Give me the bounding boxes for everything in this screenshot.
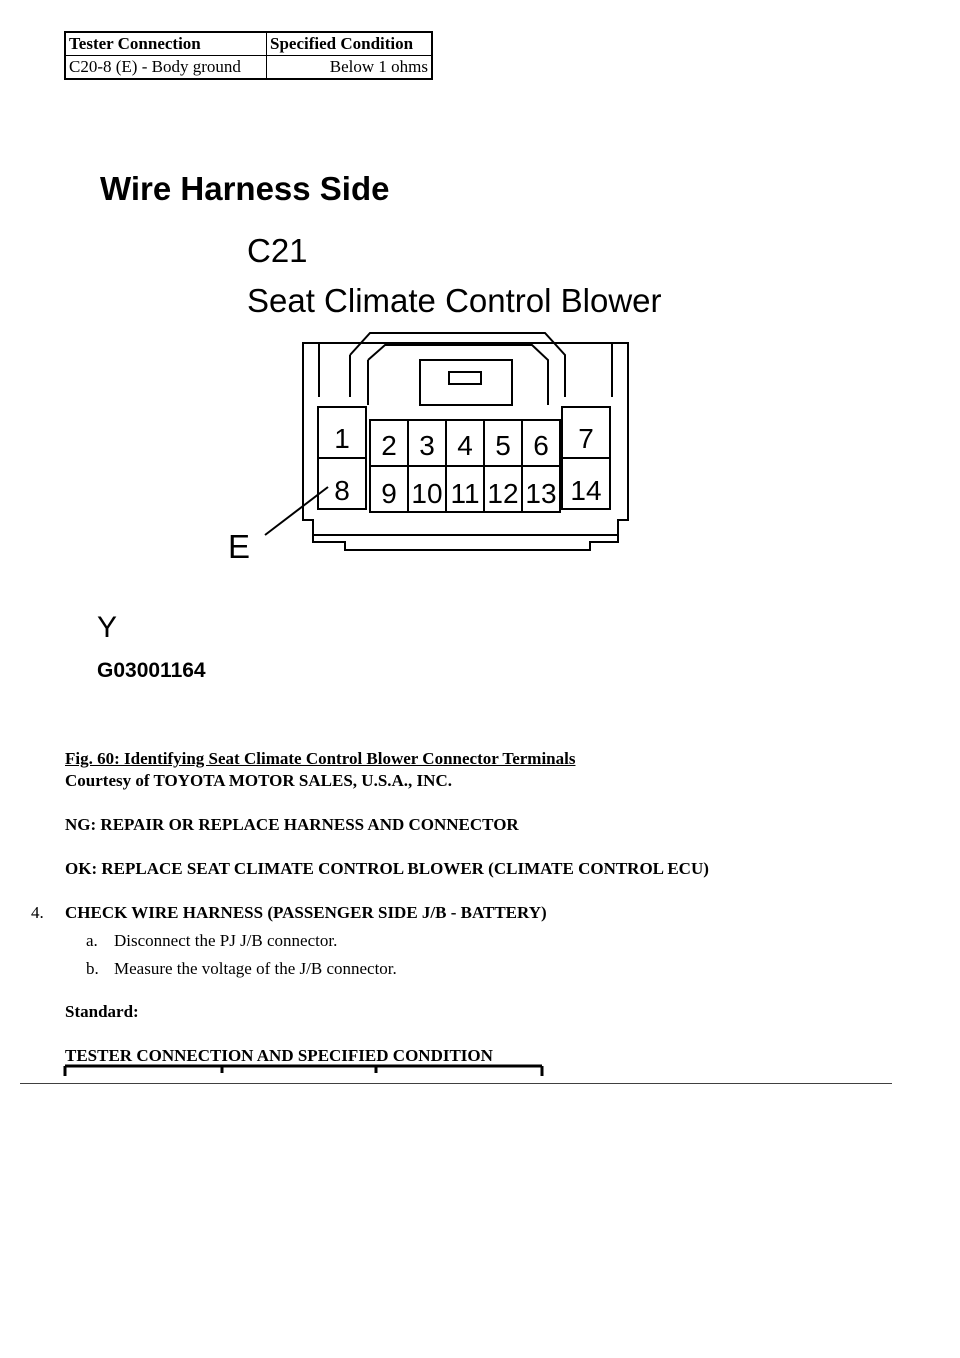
ng-instruction: NG: REPAIR OR REPLACE HARNESS AND CONNECTOR — [65, 815, 519, 834]
table-row — [65, 56, 432, 80]
connector-diagram — [0, 150, 960, 690]
pin-12-label: 12 — [487, 478, 519, 509]
pin-2-label: 2 — [381, 430, 397, 461]
connector-code: C21 — [247, 232, 308, 269]
pin-4-label: 4 — [457, 430, 473, 461]
table-caption: TESTER CONNECTION AND SPECIFIED CONDITION — [65, 1046, 493, 1065]
pin-6-label: 6 — [533, 430, 549, 461]
color-label: Y — [97, 611, 118, 644]
substep-item — [86, 931, 337, 951]
terminal-label: E — [228, 528, 251, 565]
connector-outline — [265, 333, 628, 550]
pin-3-label: 3 — [419, 430, 435, 461]
substep-letter: a. — [86, 931, 98, 950]
column-header: Specified Condition — [267, 32, 433, 56]
side-label: Wire Harness Side — [100, 170, 390, 207]
substep-item — [86, 959, 397, 979]
standard-label: Standard: — [65, 1002, 139, 1021]
step-title: CHECK WIRE HARNESS (PASSENGER SIDE J/B - BATTERY) — [65, 903, 547, 922]
substep-text: Disconnect the PJ J/B connector. — [114, 931, 338, 950]
pin-5-label: 5 — [495, 430, 511, 461]
substep-letter: b. — [86, 959, 99, 978]
pin-14-label: 14 — [570, 475, 602, 506]
pin-7-label: 7 — [578, 423, 594, 454]
pin-13-label: 13 — [525, 478, 557, 509]
pin-11-label: 11 — [450, 478, 480, 509]
connector-name: Seat Climate Control Blower — [247, 282, 662, 319]
pin-1-label: 1 — [334, 423, 350, 454]
substep-text: Measure the voltage of the J/B connector. — [114, 959, 397, 978]
step-number: 4. — [31, 903, 44, 922]
step-heading — [31, 903, 547, 923]
table-header-row — [65, 32, 432, 56]
pin-10-label: 10 — [411, 478, 443, 509]
ok-instruction: OK: REPLACE SEAT CLIMATE CONTROL BLOWER (CLIMATE CONTROL ECU) — [65, 859, 709, 878]
truncated-table-border — [0, 1064, 900, 1084]
spec-table — [64, 31, 433, 80]
figure-code: G03001164 — [97, 659, 206, 682]
pin-9-label: 9 — [381, 478, 397, 509]
table-cell: C20-8 (E) - Body ground — [65, 56, 267, 80]
table-cell: Below 1 ohms — [267, 56, 433, 80]
figure-caption-credit: Courtesy of TOYOTA MOTOR SALES, U.S.A., INC. — [65, 771, 452, 790]
column-header: Tester Connection — [65, 32, 267, 56]
pin-8-label: 8 — [334, 475, 350, 506]
figure-caption-title: Fig. 60: Identifying Seat Climate Control Blower Connector Terminals — [65, 749, 576, 768]
